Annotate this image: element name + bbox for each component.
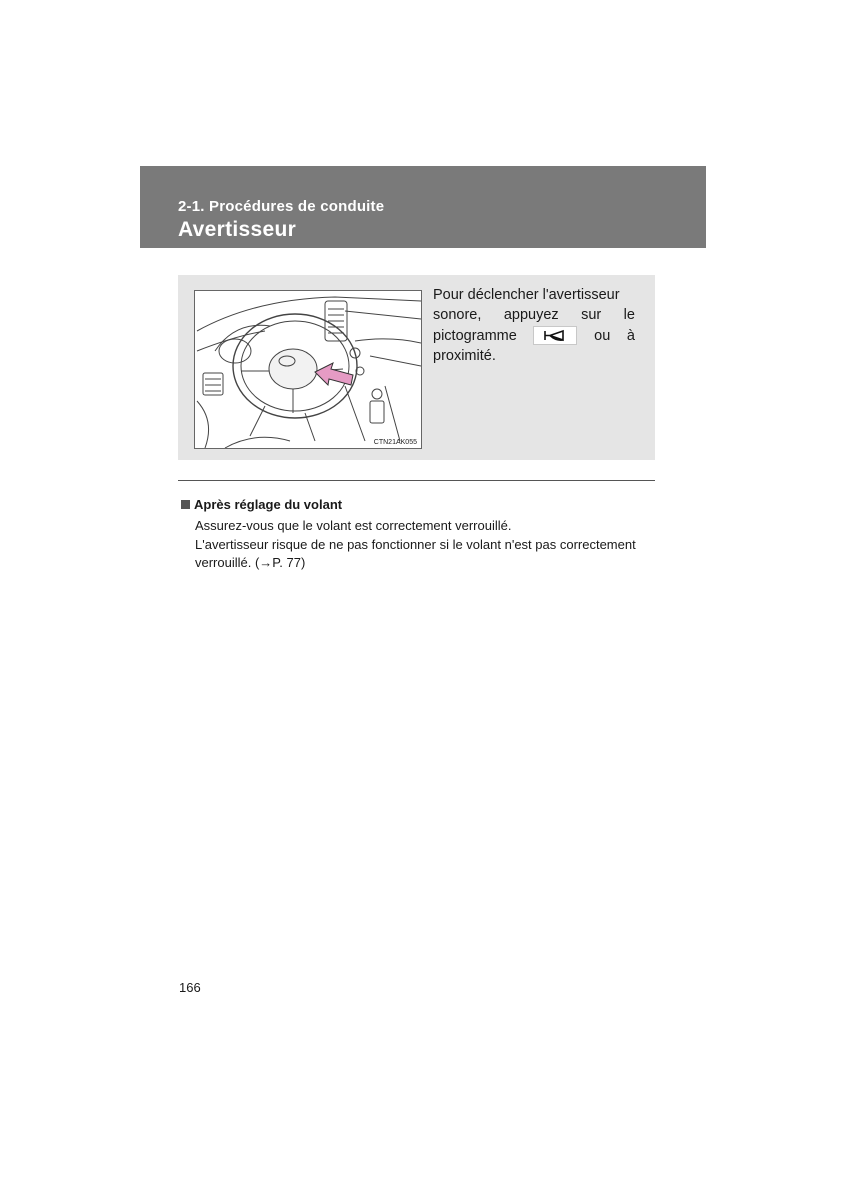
page-reference-link[interactable]: P. 77) [272, 555, 306, 570]
steering-wheel-illustration [194, 290, 422, 449]
instruction-line-3 [433, 326, 635, 346]
word: appuyez [503, 307, 559, 324]
steering-wheel-drawing [195, 291, 421, 448]
note-heading-text: Après réglage du volant [194, 497, 343, 512]
note-body [195, 517, 655, 573]
page-title: Avertisseur [178, 218, 297, 241]
note-line-3 [195, 554, 655, 573]
square-bullet-icon [181, 500, 190, 509]
arrow-icon: → [259, 555, 273, 570]
note-line-1: Assurez-vous que le volant est correctement verrouillé. [195, 518, 512, 533]
word: pictogramme [433, 327, 517, 344]
word: sonore, [433, 307, 482, 324]
instruction-line-2 [433, 305, 635, 325]
illustration-panel [178, 275, 655, 460]
instruction-line-1 [433, 285, 635, 305]
horn-icon [533, 326, 577, 345]
figure-code: CTN21AK055 [373, 439, 417, 446]
instruction-line-1-text: Pour déclencher l'avertisseur [433, 287, 620, 303]
section-header [140, 166, 706, 248]
word: à [626, 327, 635, 344]
note-line-3-text: verrouillé. ( [195, 555, 260, 570]
instruction-text [433, 285, 635, 366]
word: le [623, 307, 635, 324]
note-line-2: L'avertisseur risque de ne pas fonctionner si le volant n'est pas correctement [195, 536, 636, 552]
section-label: 2-1. Procédures de conduite [178, 198, 385, 215]
divider [178, 480, 655, 481]
page-number: 166 [179, 980, 201, 995]
instruction-line-4: proximité. [433, 347, 496, 364]
word: sur [581, 307, 602, 324]
note-heading [181, 497, 342, 512]
word: ou [594, 327, 611, 344]
